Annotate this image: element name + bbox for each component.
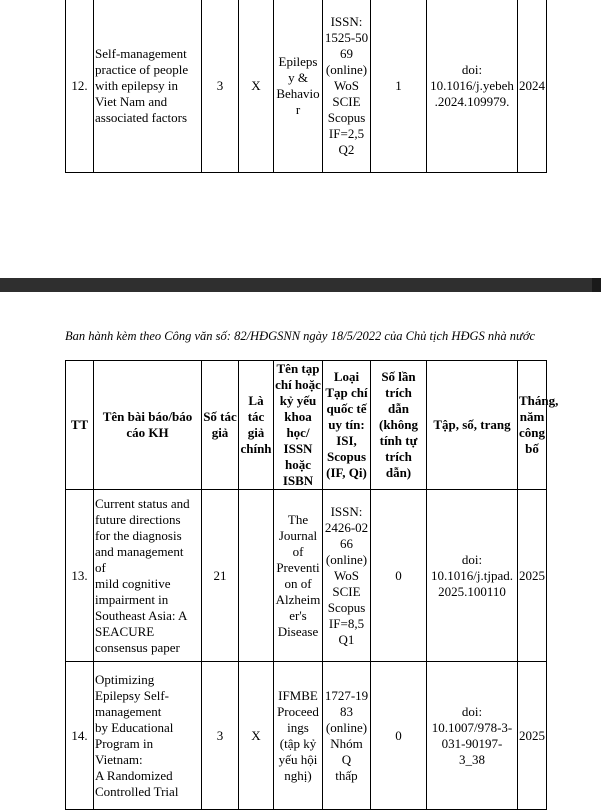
col-header-authors: Số tác giả bbox=[202, 361, 239, 490]
col-header-type: Loại Tạp chí quốc tế uy tín: ISI, Scopus (IF, Qi) bbox=[323, 361, 371, 490]
publish-year: 2025 bbox=[518, 662, 547, 810]
document-page-top bbox=[0, 0, 601, 278]
paper-title: Current status and future directions for the diagnosis and management of mild cognitive impairment in Southeast Asia: A SEACURE consensus paper bbox=[94, 490, 202, 662]
citation-count: 0 bbox=[371, 490, 427, 662]
col-header-citations: Số lần trích dẫn (không tính tự trích dẫn) bbox=[371, 361, 427, 490]
volume-doi: doi: 10.1016/j.tjpad. 2025.100110 bbox=[427, 490, 518, 662]
volume-doi: doi: 10.1007/978-3- 031-90197- 3_38 bbox=[427, 662, 518, 810]
table-row bbox=[66, 490, 547, 662]
author-count: 21 bbox=[202, 490, 239, 662]
journal-type: ISSN: 2426-02 66 (online) WoS SCIE Scopus IF=8,5 Q1 bbox=[323, 490, 371, 662]
journal-name: The Journal of Preventi on of Alzheim er's Disease bbox=[274, 490, 323, 662]
main-author-mark: X bbox=[239, 0, 274, 173]
publish-year: 2024 bbox=[518, 0, 547, 173]
document-page-bottom bbox=[0, 292, 601, 809]
main-author-mark: X bbox=[239, 662, 274, 810]
col-header-year: Tháng, năm công bố bbox=[518, 361, 547, 490]
row-number: 14. bbox=[66, 662, 94, 810]
table-row bbox=[66, 0, 547, 173]
journal-type: 1727-19 83 (online) Nhóm Q thấp bbox=[323, 662, 371, 810]
publish-year: 2025 bbox=[518, 490, 547, 662]
table-row bbox=[66, 662, 547, 810]
col-header-tt: TT bbox=[66, 361, 94, 490]
col-header-volume: Tập, số, trang bbox=[427, 361, 518, 490]
citation-count: 0 bbox=[371, 662, 427, 810]
paper-title: Optimizing Epilepsy Self- management by Educational Program in Vietnam: A Randomized Controlled Trial bbox=[94, 662, 202, 810]
journal-name: IFMBE Proceed ings (tập kỷ yếu hội nghị) bbox=[274, 662, 323, 810]
journal-type: ISSN: 1525-50 69 (online) WoS SCIE Scopus IF=2,5 Q2 bbox=[323, 0, 371, 173]
col-header-journal: Tên tạp chí hoặc kỷ yếu khoa học/ ISSN hoặc ISBN bbox=[275, 361, 321, 488]
author-count: 3 bbox=[202, 662, 239, 810]
table-header-row bbox=[66, 361, 547, 490]
page-separator bbox=[0, 278, 601, 292]
publications-table-continued bbox=[65, 0, 547, 173]
paper-title: Self-management practice of people with epilepsy in Viet Nam and associated factors bbox=[94, 0, 202, 173]
citation-count: 1 bbox=[371, 0, 427, 173]
col-header-title: Tên bài báo/báo cáo KH bbox=[94, 361, 202, 490]
row-number: 12. bbox=[66, 0, 94, 173]
col-header-main-author: Là tác giả chính bbox=[239, 361, 274, 490]
document-header-note: Ban hành kèm theo Công văn số: 82/HĐGSNN ngày 18/5/2022 của Chủ tịch HĐGS nhà nước bbox=[65, 329, 536, 343]
author-count: 3 bbox=[202, 0, 239, 173]
main-author-mark bbox=[239, 490, 274, 662]
volume-doi: doi: 10.1016/j.yebeh .2024.109979. bbox=[427, 0, 518, 173]
journal-name: Epileps y & Behavio r bbox=[274, 0, 323, 173]
row-number: 13. bbox=[66, 490, 94, 662]
publications-table bbox=[65, 360, 559, 810]
